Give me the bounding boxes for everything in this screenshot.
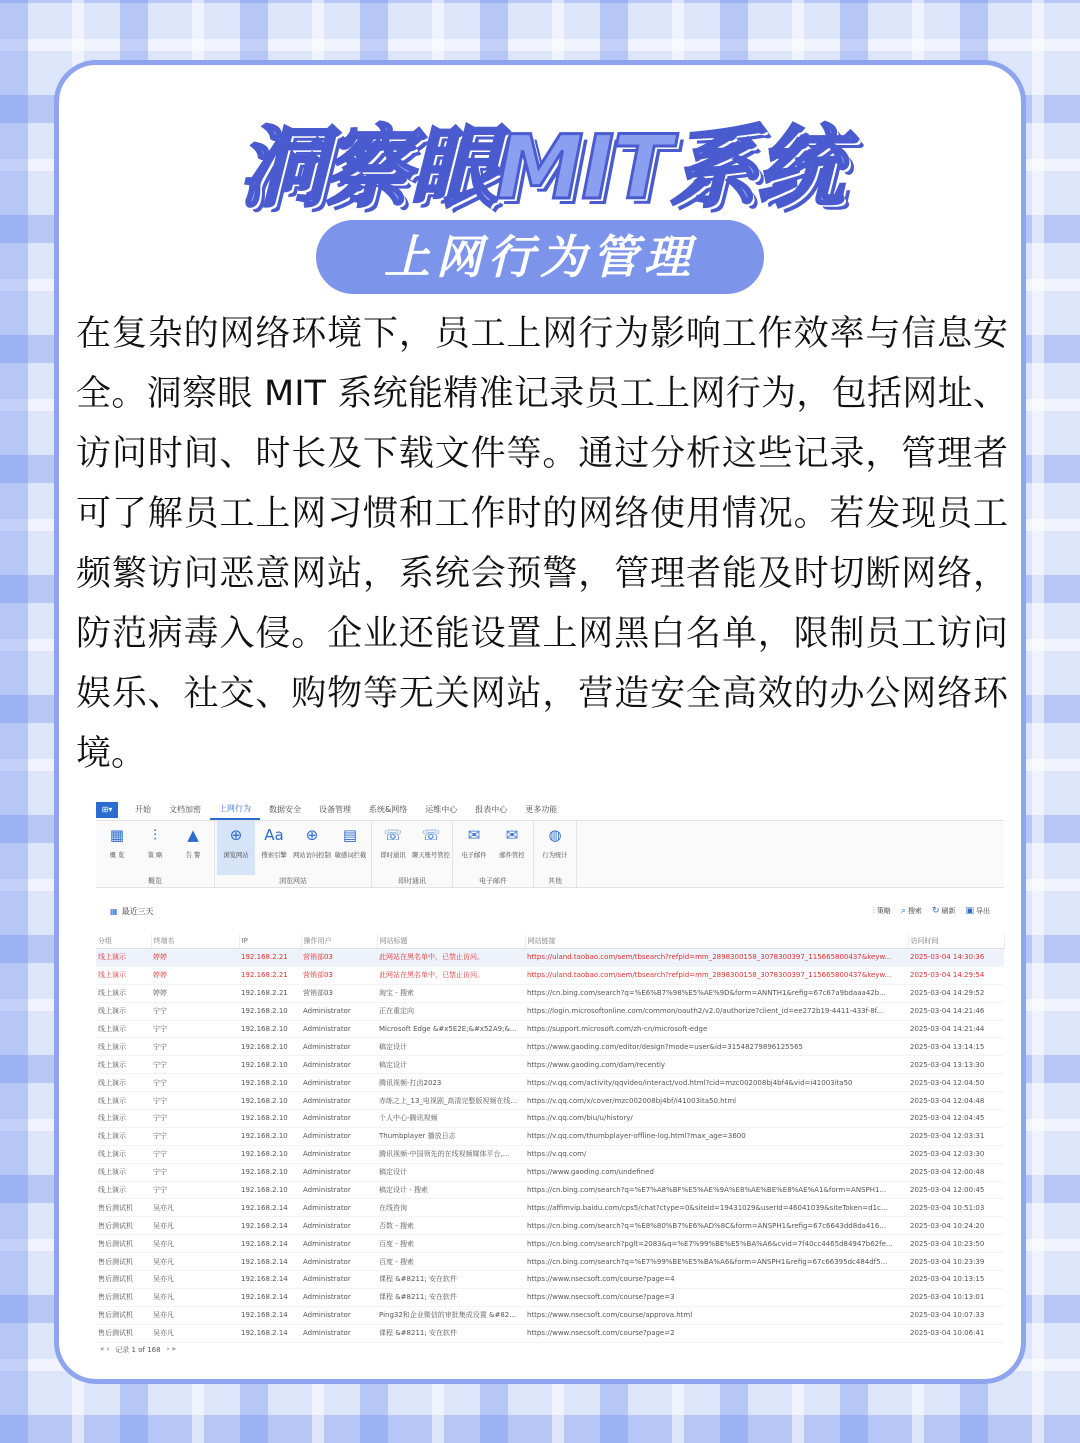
table-row[interactable] [96, 1127, 1004, 1145]
pager-status: 记录 1 of 168 [115, 1345, 161, 1354]
table-cell: https://v.qq.com/ [525, 1145, 908, 1163]
table-cell: 线上演示 [96, 1020, 151, 1038]
ribbon-group-name: 其他 [548, 877, 562, 885]
table-cell: 售后测试机 [96, 1306, 151, 1324]
table-cell: 稿定设计 [377, 1163, 525, 1181]
globe-icon: ⊕ [229, 826, 243, 844]
subtitle-pill: 上网行为管理 [316, 220, 764, 294]
sliders-icon: ⫶ [153, 826, 157, 844]
calendar-icon: ▤ [342, 826, 358, 844]
table-cell: Administrator [301, 1110, 377, 1128]
page-title: 洞察眼MIT系统 [237, 116, 843, 219]
table-cell: 宁宁 [151, 1110, 239, 1128]
globe-lock-icon: ⊕ [305, 826, 319, 844]
table-cell: Administrator [301, 1271, 377, 1289]
table-cell: 婷婷 [151, 966, 239, 984]
ribbon-button-label: 即时通讯 [380, 851, 406, 859]
menu-item[interactable]: 上网行为 [210, 800, 260, 820]
table-cell: 腾讯视频-打卤2023 [377, 1074, 525, 1092]
table-cell: 线上演示 [96, 1002, 151, 1020]
table-cell: 2025-03-04 12:03:31 [908, 1127, 1004, 1145]
table-cell: Administrator [301, 1199, 377, 1217]
date-range-label: 最近三天 [121, 906, 154, 916]
mail-block-icon: ✉ [505, 826, 519, 844]
table-cell: 吴亦凡 [151, 1217, 239, 1235]
table-cell: 192.168.2.21 [239, 966, 301, 984]
table-cell: 线上演示 [96, 1163, 151, 1181]
table-cell: 线上演示 [96, 949, 151, 967]
table-cell: 2025-03-04 12:03:30 [908, 1145, 1004, 1163]
ribbon-button[interactable] [174, 821, 212, 875]
table-cell: 2025-03-04 14:21:46 [908, 1002, 1004, 1020]
table-cell: https://uland.taobao.com/sem/tbsearch?refpid=mm_2898300158_3078300397_115665800437&keyw... [525, 949, 908, 967]
table-cell: 2025-03-04 10:51:03 [908, 1199, 1004, 1217]
table-cell: 线上演示 [96, 1145, 151, 1163]
table-cell: 2025-03-04 14:29:52 [908, 984, 1004, 1002]
table-cell: 售后测试机 [96, 1271, 151, 1289]
table-row[interactable] [96, 1324, 1004, 1342]
table-cell: https://v.qq.com/x/cover/mzc002008bj4bf/i41003ita50.html [525, 1092, 908, 1110]
table-cell: 课程 &#8211; 安在软件 [377, 1324, 525, 1342]
ribbon [96, 821, 1004, 888]
table-cell: 吴亦凡 [151, 1235, 239, 1253]
toolbar-icon: ↻ [931, 906, 940, 916]
table-cell: 192.168.2.10 [239, 1002, 301, 1020]
table-cell: 百度 - 搜索 [377, 1253, 525, 1271]
table-cell: 吴亦凡 [151, 1324, 239, 1342]
ribbon-button[interactable] [98, 821, 136, 875]
table-cell: 营销部03 [301, 966, 377, 984]
ribbon-button-label: 策 略 [147, 851, 163, 859]
table-cell: 线上演示 [96, 1056, 151, 1074]
table-cell: 192.168.2.10 [239, 1092, 301, 1110]
table-cell: 售后测试机 [96, 1288, 151, 1306]
ribbon-button[interactable] [493, 821, 531, 875]
ribbon-button-label: 浏览网站 [223, 851, 249, 859]
table-cell: 192.168.2.14 [239, 1271, 301, 1289]
column-header[interactable]: IP [239, 934, 301, 949]
table-cell: https://uland.taobao.com/sem/tbsearch?refpid=mm_2898300158_3078300397_115665800437&keyw... [525, 966, 908, 984]
table-row[interactable] [96, 1056, 1004, 1074]
table-cell: https://cn.bing.com/search?q=%E7%99%BE%E5%BA%A6&form=ANSPH1&refig=67c66395dc484df5... [525, 1253, 908, 1271]
table-row[interactable] [96, 1306, 1004, 1324]
ribbon-button[interactable] [136, 821, 174, 875]
table-cell: Administrator [301, 1056, 377, 1074]
table-cell: 营销部03 [301, 984, 377, 1002]
table-cell: 宁宁 [151, 1020, 239, 1038]
table-cell: 2025-03-04 12:00:45 [908, 1181, 1004, 1199]
table-row[interactable] [96, 1038, 1004, 1056]
description-paragraph: 在复杂的网络环境下，员工上网行为影响工作效率与信息安全。洞察眼 MIT 系统能精准记录员工上网行为，包括网址、访问时间、时长及下载文件等。通过分析这些记录，管理者可了解员工上网习惯和工作时的网络使用情况。若发现员工频繁访问恶意网站，系统会预警，管理者能及时切断网络，防范病毒入侵。企业还能设置上网黑白名单，限制员工访问娱乐、社交、购物等无关网站，营造安全高效的办公网络环境。 [76, 314, 1008, 774]
ribbon-button[interactable] [331, 821, 369, 875]
table-cell: 营销部03 [301, 949, 377, 967]
table-cell: 2025-03-04 10:13:15 [908, 1271, 1004, 1289]
ribbon-button[interactable] [536, 821, 574, 875]
toolbar-icon: ▣ [965, 906, 974, 916]
table-cell: 192.168.2.14 [239, 1324, 301, 1342]
table-cell: https://www.gaoding.com/dam/recently [525, 1056, 908, 1074]
table-cell: 否数 - 搜索 [377, 1217, 525, 1235]
table-cell: 个人中心-腾讯视频 [377, 1110, 525, 1128]
table-cell: https://support.microsoft.com/zh-cn/microsoft-edge [525, 1020, 908, 1038]
table-cell: Administrator [301, 1306, 377, 1324]
table-cell: 2025-03-04 12:04:48 [908, 1092, 1004, 1110]
table-cell: 腾讯视频-中国领先的在线视频媒体平台,... [377, 1145, 525, 1163]
bell-icon: ▲ [187, 826, 199, 844]
table-cell: Ping32和企业微信的审批集成设置 &#82... [377, 1306, 525, 1324]
table-cell: 售后测试机 [96, 1199, 151, 1217]
ribbon-button-label: 概 览 [109, 851, 125, 859]
ribbon-button-label: 敏感词拦截 [334, 851, 366, 859]
table-cell: https://cn.bing.com/search?q=%E6%B7%98%E5%AE%9D&form=ANNTH1&refig=67c67a9bdaaa42b... [525, 984, 908, 1002]
toolbar-button[interactable] [932, 906, 956, 916]
table-row[interactable] [96, 1020, 1004, 1038]
table-row[interactable] [96, 1181, 1004, 1199]
table-cell: 192.168.2.10 [239, 1056, 301, 1074]
table-cell: 百度 - 搜索 [377, 1235, 525, 1253]
table-row[interactable] [96, 1074, 1004, 1092]
table-cell: https://www.nsecsoft.com/course/approva.html [525, 1306, 908, 1324]
table-cell: 192.168.2.10 [239, 1163, 301, 1181]
table-cell: https://login.microsoftonline.com/common/oauth2/v2.0/authorize?client_id=ee272b19-4411-433f-8f... [525, 1002, 908, 1020]
app-menu-button[interactable]: ⊞▾ [96, 802, 118, 818]
ribbon-group-name: 电子邮件 [479, 877, 507, 885]
table-cell: 2025-03-04 13:14:15 [908, 1038, 1004, 1056]
toolbar-icon: ⫶ [872, 906, 875, 916]
table-row[interactable] [96, 1217, 1004, 1235]
table-cell: 宁宁 [151, 1056, 239, 1074]
table-cell: 192.168.2.10 [239, 1145, 301, 1163]
table-cell: 吴亦凡 [151, 1271, 239, 1289]
toolbar-button-label: 策略 [876, 907, 891, 915]
table-cell: Administrator [301, 1145, 377, 1163]
table-cell: Administrator [301, 1002, 377, 1020]
table-row[interactable] [96, 1199, 1004, 1217]
table-cell: Administrator [301, 1163, 377, 1181]
table-cell: 此网站在黑名单中，已禁止访问。 [377, 966, 525, 984]
table-cell: 192.168.2.10 [239, 1110, 301, 1128]
table-cell: Administrator [301, 1127, 377, 1145]
table-cell: https://www.gaoding.com/editor/design?mode=user&id=31548279896125565 [525, 1038, 908, 1056]
table-cell: 正在重定向 [377, 1002, 525, 1020]
table-cell: 192.168.2.14 [239, 1253, 301, 1271]
menu-item[interactable]: 运维中心 [425, 805, 458, 814]
ribbon-button-label: 电子邮件 [461, 851, 487, 859]
font-icon: Aa [264, 826, 284, 844]
menu-item[interactable]: 报表中心 [475, 805, 508, 814]
table-cell: 线上演示 [96, 1038, 151, 1056]
table-cell: https://www.nsecsoft.com/course?page=3 [525, 1288, 908, 1306]
column-header[interactable]: 网站标题 [377, 934, 525, 949]
table-cell: Administrator [301, 1181, 377, 1199]
toolbar-button-label: 搜索 [907, 907, 922, 915]
table-cell: https://cn.bing.com/search?q=%E8%80%B7%E6%AD%8C&form=ANSPH1&refig=67c6643dd8da416... [525, 1217, 908, 1235]
ribbon-group-name: 浏览网站 [279, 877, 307, 885]
table-cell: 线上演示 [96, 966, 151, 984]
ribbon-button-label: 聊天账号管控 [412, 851, 450, 859]
table-cell: Administrator [301, 1038, 377, 1056]
ribbon-group-name: 即时通讯 [398, 877, 426, 885]
table-cell: https://v.qq.com/activity/qqvideo/interact/vod.html?cid=mzc002008bj4bf4&vid=i41003ita50 [525, 1074, 908, 1092]
ribbon-group [453, 821, 534, 887]
table-cell: 2025-03-04 10:13:01 [908, 1288, 1004, 1306]
table-cell: 2025-03-04 10:24:20 [908, 1217, 1004, 1235]
table-cell: https://cn.bing.com/search?q=%E7%A8%BF%E5%AE%9A%E8%AE%BE%E8%AE%A1&form=ANSPH1... [525, 1181, 908, 1199]
table-cell: Administrator [301, 1092, 377, 1110]
table-cell: 婷婷 [151, 984, 239, 1002]
table-cell: 192.168.2.10 [239, 1181, 301, 1199]
table-cell: 192.168.2.14 [239, 1199, 301, 1217]
table-row[interactable] [96, 966, 1004, 984]
menu-bar [96, 800, 1004, 821]
table-cell: https://cn.bing.com/search?pglt=2083&q=%E7%99%BE%E5%BA%A6&cvid=7f40cc4465d84947b62fe... [525, 1235, 908, 1253]
table-cell: 售后测试机 [96, 1324, 151, 1342]
table-cell: 192.168.2.10 [239, 1038, 301, 1056]
table-row[interactable] [96, 1002, 1004, 1020]
table-cell: Administrator [301, 1253, 377, 1271]
table-cell: 2025-03-04 10:23:50 [908, 1235, 1004, 1253]
table-row[interactable] [96, 1110, 1004, 1128]
ribbon-button-label: 网站访问控制 [293, 851, 331, 859]
ribbon-group-name: 概览 [148, 877, 162, 885]
ribbon-button[interactable] [455, 821, 493, 875]
column-header[interactable]: 访问时间 [908, 934, 1004, 949]
column-header[interactable]: 网站链接 [525, 934, 908, 949]
table-cell: 宁宁 [151, 1145, 239, 1163]
column-header[interactable]: 操作用户 [301, 934, 377, 949]
table-cell: 192.168.2.14 [239, 1217, 301, 1235]
table-cell: https://www.gaoding.com/undefined [525, 1163, 908, 1181]
table-cell: 192.168.2.21 [239, 949, 301, 967]
table-cell: 吴亦凡 [151, 1306, 239, 1324]
menu-item[interactable]: 设备管理 [319, 805, 351, 814]
web-history-table [96, 934, 1005, 1343]
table-cell: 2025-03-04 10:07:33 [908, 1306, 1004, 1324]
table-row[interactable] [96, 1288, 1004, 1306]
ribbon-group [372, 821, 453, 887]
table-cell: 线上演示 [96, 1092, 151, 1110]
grid-icon: ▦ [109, 826, 125, 844]
table-cell: https://v.qq.com/thumbplayer-offline-log.html?max_age=3600 [525, 1127, 908, 1145]
table-row[interactable] [96, 1271, 1004, 1289]
table-cell: 课程 &#8211; 安在软件 [377, 1288, 525, 1306]
ribbon-button[interactable] [293, 821, 331, 875]
table-cell: 192.168.2.10 [239, 1127, 301, 1145]
toolbar-button[interactable] [901, 906, 922, 916]
table-cell: 宁宁 [151, 1038, 239, 1056]
toolbar [96, 888, 1004, 934]
table-cell: Administrator [301, 1217, 377, 1235]
table-cell: https://www.nsecsoft.com/course?page=2 [525, 1324, 908, 1342]
menu-item[interactable]: 数据安全 [269, 805, 301, 814]
app-screenshot [96, 800, 1004, 1354]
table-cell: 2025-03-04 14:21:44 [908, 1020, 1004, 1038]
table-row[interactable] [96, 984, 1004, 1002]
table-cell: 吴亦凡 [151, 1288, 239, 1306]
table-cell: 此网站在黑名单中，已禁止访问。 [377, 949, 525, 967]
table-cell: https://www.nsecsoft.com/course?page=4 [525, 1271, 908, 1289]
table-cell: Administrator [301, 1324, 377, 1342]
table-cell: Administrator [301, 1020, 377, 1038]
pager-next[interactable]: › » [166, 1344, 176, 1353]
menu-item[interactable]: 开始 [135, 805, 151, 814]
table-cell: 2025-03-04 12:04:50 [908, 1074, 1004, 1092]
table-cell: Microsoft Edge &#x5E2E;&#x52A9;&... [377, 1020, 525, 1038]
table-cell: 吴亦凡 [151, 1253, 239, 1271]
ribbon-button[interactable] [374, 821, 412, 875]
table-cell: 192.168.2.14 [239, 1306, 301, 1324]
ribbon-button-label: 搜索引擎 [261, 851, 287, 859]
pager-prev[interactable]: « ‹ [100, 1344, 110, 1353]
table-row[interactable] [96, 1163, 1004, 1181]
table-cell: 2025-03-04 14:30:36 [908, 949, 1004, 967]
table-cell: 吴亦凡 [151, 1199, 239, 1217]
ribbon-group [534, 821, 577, 887]
table-cell: 宁宁 [151, 1074, 239, 1092]
table-cell: 宁宁 [151, 1181, 239, 1199]
toolbar-button[interactable] [965, 906, 990, 916]
chat-warn-icon: ☏ [421, 826, 441, 844]
table-cell: 线上演示 [96, 1110, 151, 1128]
table-cell: 在线咨询 [377, 1199, 525, 1217]
table-cell: Administrator [301, 1235, 377, 1253]
table-cell: 宁宁 [151, 1092, 239, 1110]
table-cell: 线上演示 [96, 1074, 151, 1092]
date-range-picker[interactable] [110, 906, 154, 917]
table-cell: 宁宁 [151, 1127, 239, 1145]
table-row[interactable] [96, 1253, 1004, 1271]
table-cell: 宁宁 [151, 1163, 239, 1181]
table-cell: 宁宁 [151, 1002, 239, 1020]
table-cell: Administrator [301, 1288, 377, 1306]
menu-item[interactable]: 文档加密 [169, 805, 201, 814]
ribbon-button[interactable] [217, 821, 255, 875]
column-header[interactable]: 分组 [96, 934, 151, 949]
table-cell: 2025-03-04 14:29:54 [908, 966, 1004, 984]
table-cell: 线上演示 [96, 1181, 151, 1199]
table-cell: 192.168.2.14 [239, 1235, 301, 1253]
table-cell: 课程 &#8211; 安在软件 [377, 1271, 525, 1289]
ribbon-group [215, 821, 372, 887]
column-header[interactable]: 终端名 [151, 934, 239, 949]
table-cell: 稿定设计 [377, 1038, 525, 1056]
mail-icon: ✉ [467, 826, 481, 844]
table-cell: 192.168.2.21 [239, 984, 301, 1002]
table-cell: Administrator [301, 1074, 377, 1092]
table-cell: 婷婷 [151, 949, 239, 967]
ribbon-button[interactable] [412, 821, 450, 875]
table-row[interactable] [96, 1092, 1004, 1110]
table-cell: 淘宝 - 搜索 [377, 984, 525, 1002]
table-cell: 192.168.2.14 [239, 1288, 301, 1306]
menu-item[interactable]: 系统&网络 [369, 805, 408, 814]
globe-stats-icon: ◍ [548, 826, 562, 844]
table-cell: 2025-03-04 13:13:30 [908, 1056, 1004, 1074]
table-cell: 赤练之上_13_电视剧_高清完整版视频在线... [377, 1092, 525, 1110]
table-cell: Thumbplayer 播放日志 [377, 1127, 525, 1145]
table-cell: 192.168.2.10 [239, 1020, 301, 1038]
chat-icon: ☏ [383, 826, 403, 844]
toolbar-button[interactable] [873, 906, 891, 916]
ribbon-button-label: 告 警 [185, 851, 201, 859]
menu-item[interactable]: 更多功能 [525, 805, 558, 814]
table-cell: 稿定设计 - 搜索 [377, 1181, 525, 1199]
ribbon-button-label: 行为统计 [542, 851, 568, 859]
table-cell: 2025-03-04 12:00:48 [908, 1163, 1004, 1181]
table-cell: 192.168.2.10 [239, 1074, 301, 1092]
table-cell: https://v.qq.com/biu/u/history/ [525, 1110, 908, 1128]
table-row[interactable] [96, 1145, 1004, 1163]
table-cell: https://affimvip.baidu.com/cps5/chat?ctype=0&siteId=19431029&userId=46041039&siteToken=d1c... [525, 1199, 908, 1217]
ribbon-button-label: 邮件管控 [499, 851, 525, 859]
table-row[interactable] [96, 949, 1004, 967]
table-cell: 线上演示 [96, 984, 151, 1002]
table-row[interactable] [96, 1235, 1004, 1253]
toolbar-icon: ⌕ [900, 906, 906, 916]
table-cell: 稿定设计 [377, 1056, 525, 1074]
table-cell: 售后测试机 [96, 1253, 151, 1271]
toolbar-button-label: 刷新 [941, 907, 956, 915]
table-cell: 2025-03-04 10:06:41 [908, 1324, 1004, 1342]
pager [96, 1343, 1004, 1357]
table-cell: 2025-03-04 10:23:39 [908, 1253, 1004, 1271]
table-cell: 2025-03-04 12:04:45 [908, 1110, 1004, 1128]
ribbon-button[interactable] [255, 821, 293, 875]
calendar-icon: ▦ [110, 906, 118, 916]
table-cell: 售后测试机 [96, 1235, 151, 1253]
table-cell: 线上演示 [96, 1127, 151, 1145]
toolbar-button-label: 导出 [976, 907, 990, 915]
ribbon-group [96, 821, 215, 887]
table-cell: 售后测试机 [96, 1217, 151, 1235]
